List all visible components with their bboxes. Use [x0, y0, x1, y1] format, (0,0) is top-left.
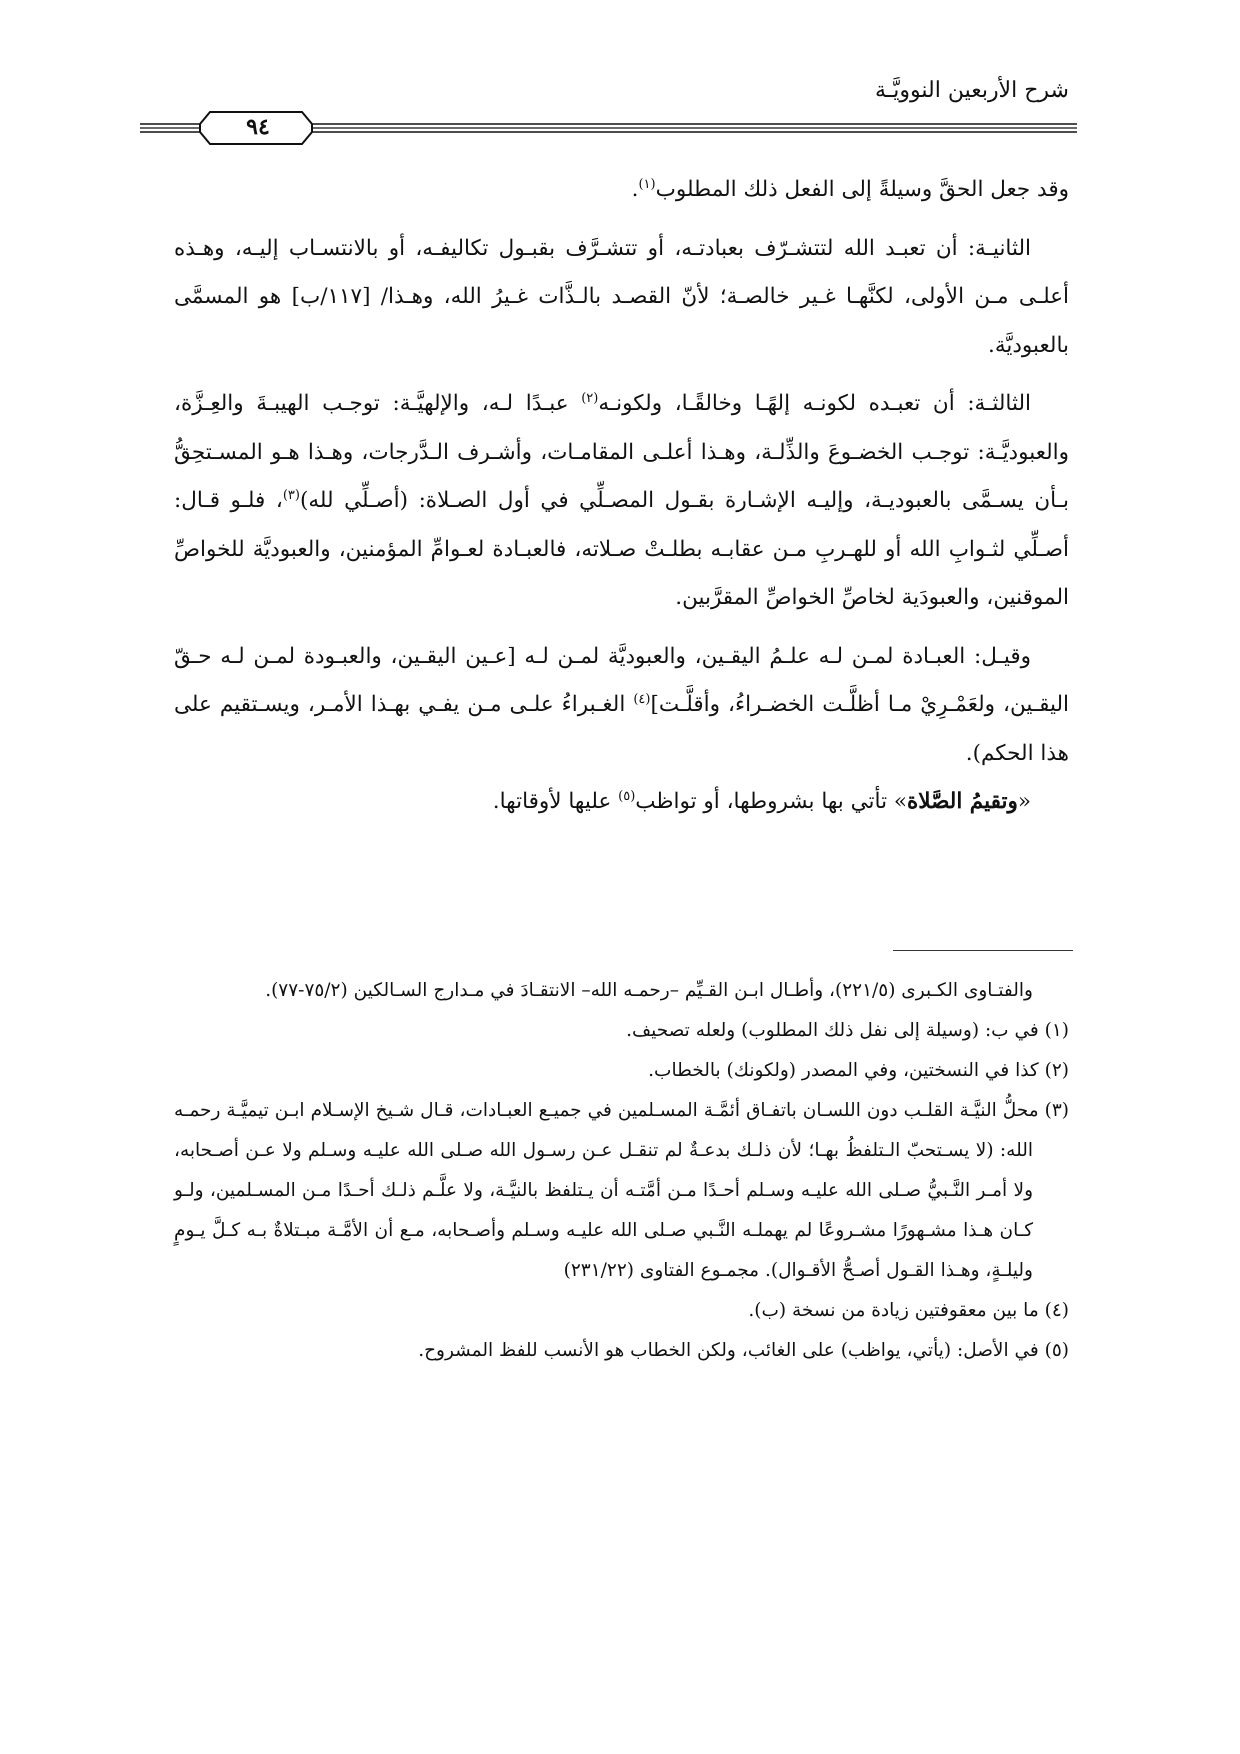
paragraph-3: الثالثـة: أن تعبـده لكونـه إلهًـا وخالقًـا، ولكونـه$^{(٢)}$ عبـدًا لـه، والإلهيَّـة: توجـب الهيبـةَ والعِـزَّة، والعبوديَّـة: توجـب الخضـوعَ والذِّلـة، وهـذا أعلـى المقامـات، وأشـرف الـدَّرجات، وهـذا هـو المسـتحِقُّ بـأن يسـمَّى بالعبوديـة، وإليـه الإشـارة بقـول المصـلِّي في أول الصـلاة: (أصـلِّي لله)$^{(٣)}$، فلـو قـال: أصـلِّي لثـوابِ الله أو للهـربِ مـن عقابـه بطلـتْ صـلاته، فالعبـادة لعـوامِّ المؤمنين، والعبوديَّة للخواصِّ الموقنين، والعبودَية لخاصِّ الخواصِّ المقرَّبين. [174, 391, 1069, 610]
highlighted-hadith-text: وتقيمُ الصَّلاة [907, 789, 1018, 814]
footnote-ref-2: (٢) [581, 391, 599, 406]
running-header-title: شرح الأربعين النوويَّـة [875, 78, 1069, 103]
footnote-3: (٣) محلُّ النيَّـة القلـب دون اللسـان باتفـاق أئمَّـة المسـلمين في جميـع العبـادات، قـال شـيخ الإسـلام ابـن تيميَّـة رحمـه الله: (لا يسـتحبّ الـتلفظُ بهـا؛ لأن ذلـك بدعـةٌ لم تنقـل عـن رسـول الله صـلى الله عليـه وسـلم ولا عـن أصـحابه، ولا أمـر النَّـبيُّ صـلى الله عليـه وسـلم أحـدًا مـن أمَّتـه أن يـتلفظ بالنيَّـة، ولا علَّـم ذلـك أحـدًا مـن المسـلمين، ولـو كـان هـذا مشـهورًا مشـروعًا لم يهملـه النَّـبي صـلى الله عليـه وسـلم وأصـحابه، مـع أن الأمَّـة مبـتلاةٌ بـه كـلَّ يـومٍ وليلـةٍ، وهـذا القـول أصـحُّ الأقـوال). مجمـوع الفتاوى (٢٣١/٢٢) [174, 1100, 1069, 1281]
footnote-2: (٢) كذا في النسختين، وفي المصدر (ولكونك) بالخطاب. [648, 1060, 1069, 1081]
footnote-1: (١) في ب: (وسيلة إلى نفل ذلك المطلوب) ولعله تصحيف. [626, 1020, 1069, 1041]
footnote-5: (٥) في الأصل: (يأتي، يواظب) على الغائب، ولكن الخطاب هو الأنسب للفظ المشروح. [418, 1340, 1069, 1361]
footnote-ref-1: (١) [638, 177, 656, 192]
footnote-continuation: والفتـاوى الكـبرى (٢٢١/٥)، وأطـال ابـن القـيِّم –رحمـه الله– الانتقـادَ في مـدارج السـالكين (٧٥/٢-٧٧). [265, 980, 1033, 1001]
footnotes [174, 971, 1069, 1371]
paragraph-1: وقد جعل الحقَّ وسيلةً إلى الفعل ذلك المطلوب$^{(١)}$. [631, 177, 1069, 202]
footnote-ref-3: (٣) [282, 488, 300, 503]
footnote-ref-5: (٥) [618, 789, 636, 804]
footnote-ref-4: (٤) [633, 692, 651, 707]
paragraph-5: «وتقيمُ الصَّلاة» تأتي بها بشروطها، أو تواظب$^{(٥)}$ عليها لأوقاتها. [492, 789, 1031, 814]
main-text [174, 166, 1069, 827]
page-number: ٩٤ [246, 114, 270, 140]
paragraph-4: وقيـل: العبـادة لمـن لـه علـمُ اليقـين، والعبوديَّة لمـن لـه [عـين اليقـين، والعبـودة لمـن لـه حـقّ اليقـين، ولعَمْـرِيْ مـا أظلَّـت الخضـراءُ، وأقلَّـت]$^{(٤)}$ الغـبراءُ علـى مـن يفـي بهـذا الأمـر، ويسـتقيم على هذا الحكم). [174, 643, 1069, 766]
footnote-separator [893, 950, 1073, 951]
paragraph-2: الثانيـة: أن تعبـد الله لتتشـرّف بعبادتـه، أو تتشـرَّف بقبـول تكاليفـه، أو بالانتسـاب إليـه، وهـذه أعلـى مـن الأولى، لكنَّهـا غـير خالصـة؛ لأنّ القصـد بالـذَّات غـيرُ الله، وهـذا/ [١١٧/ب] هو المسمَّى بالعبوديَّة. [174, 235, 1069, 358]
footnote-4: (٤) ما بين معقوفتين زيادة من نسخة (ب). [748, 1300, 1069, 1321]
